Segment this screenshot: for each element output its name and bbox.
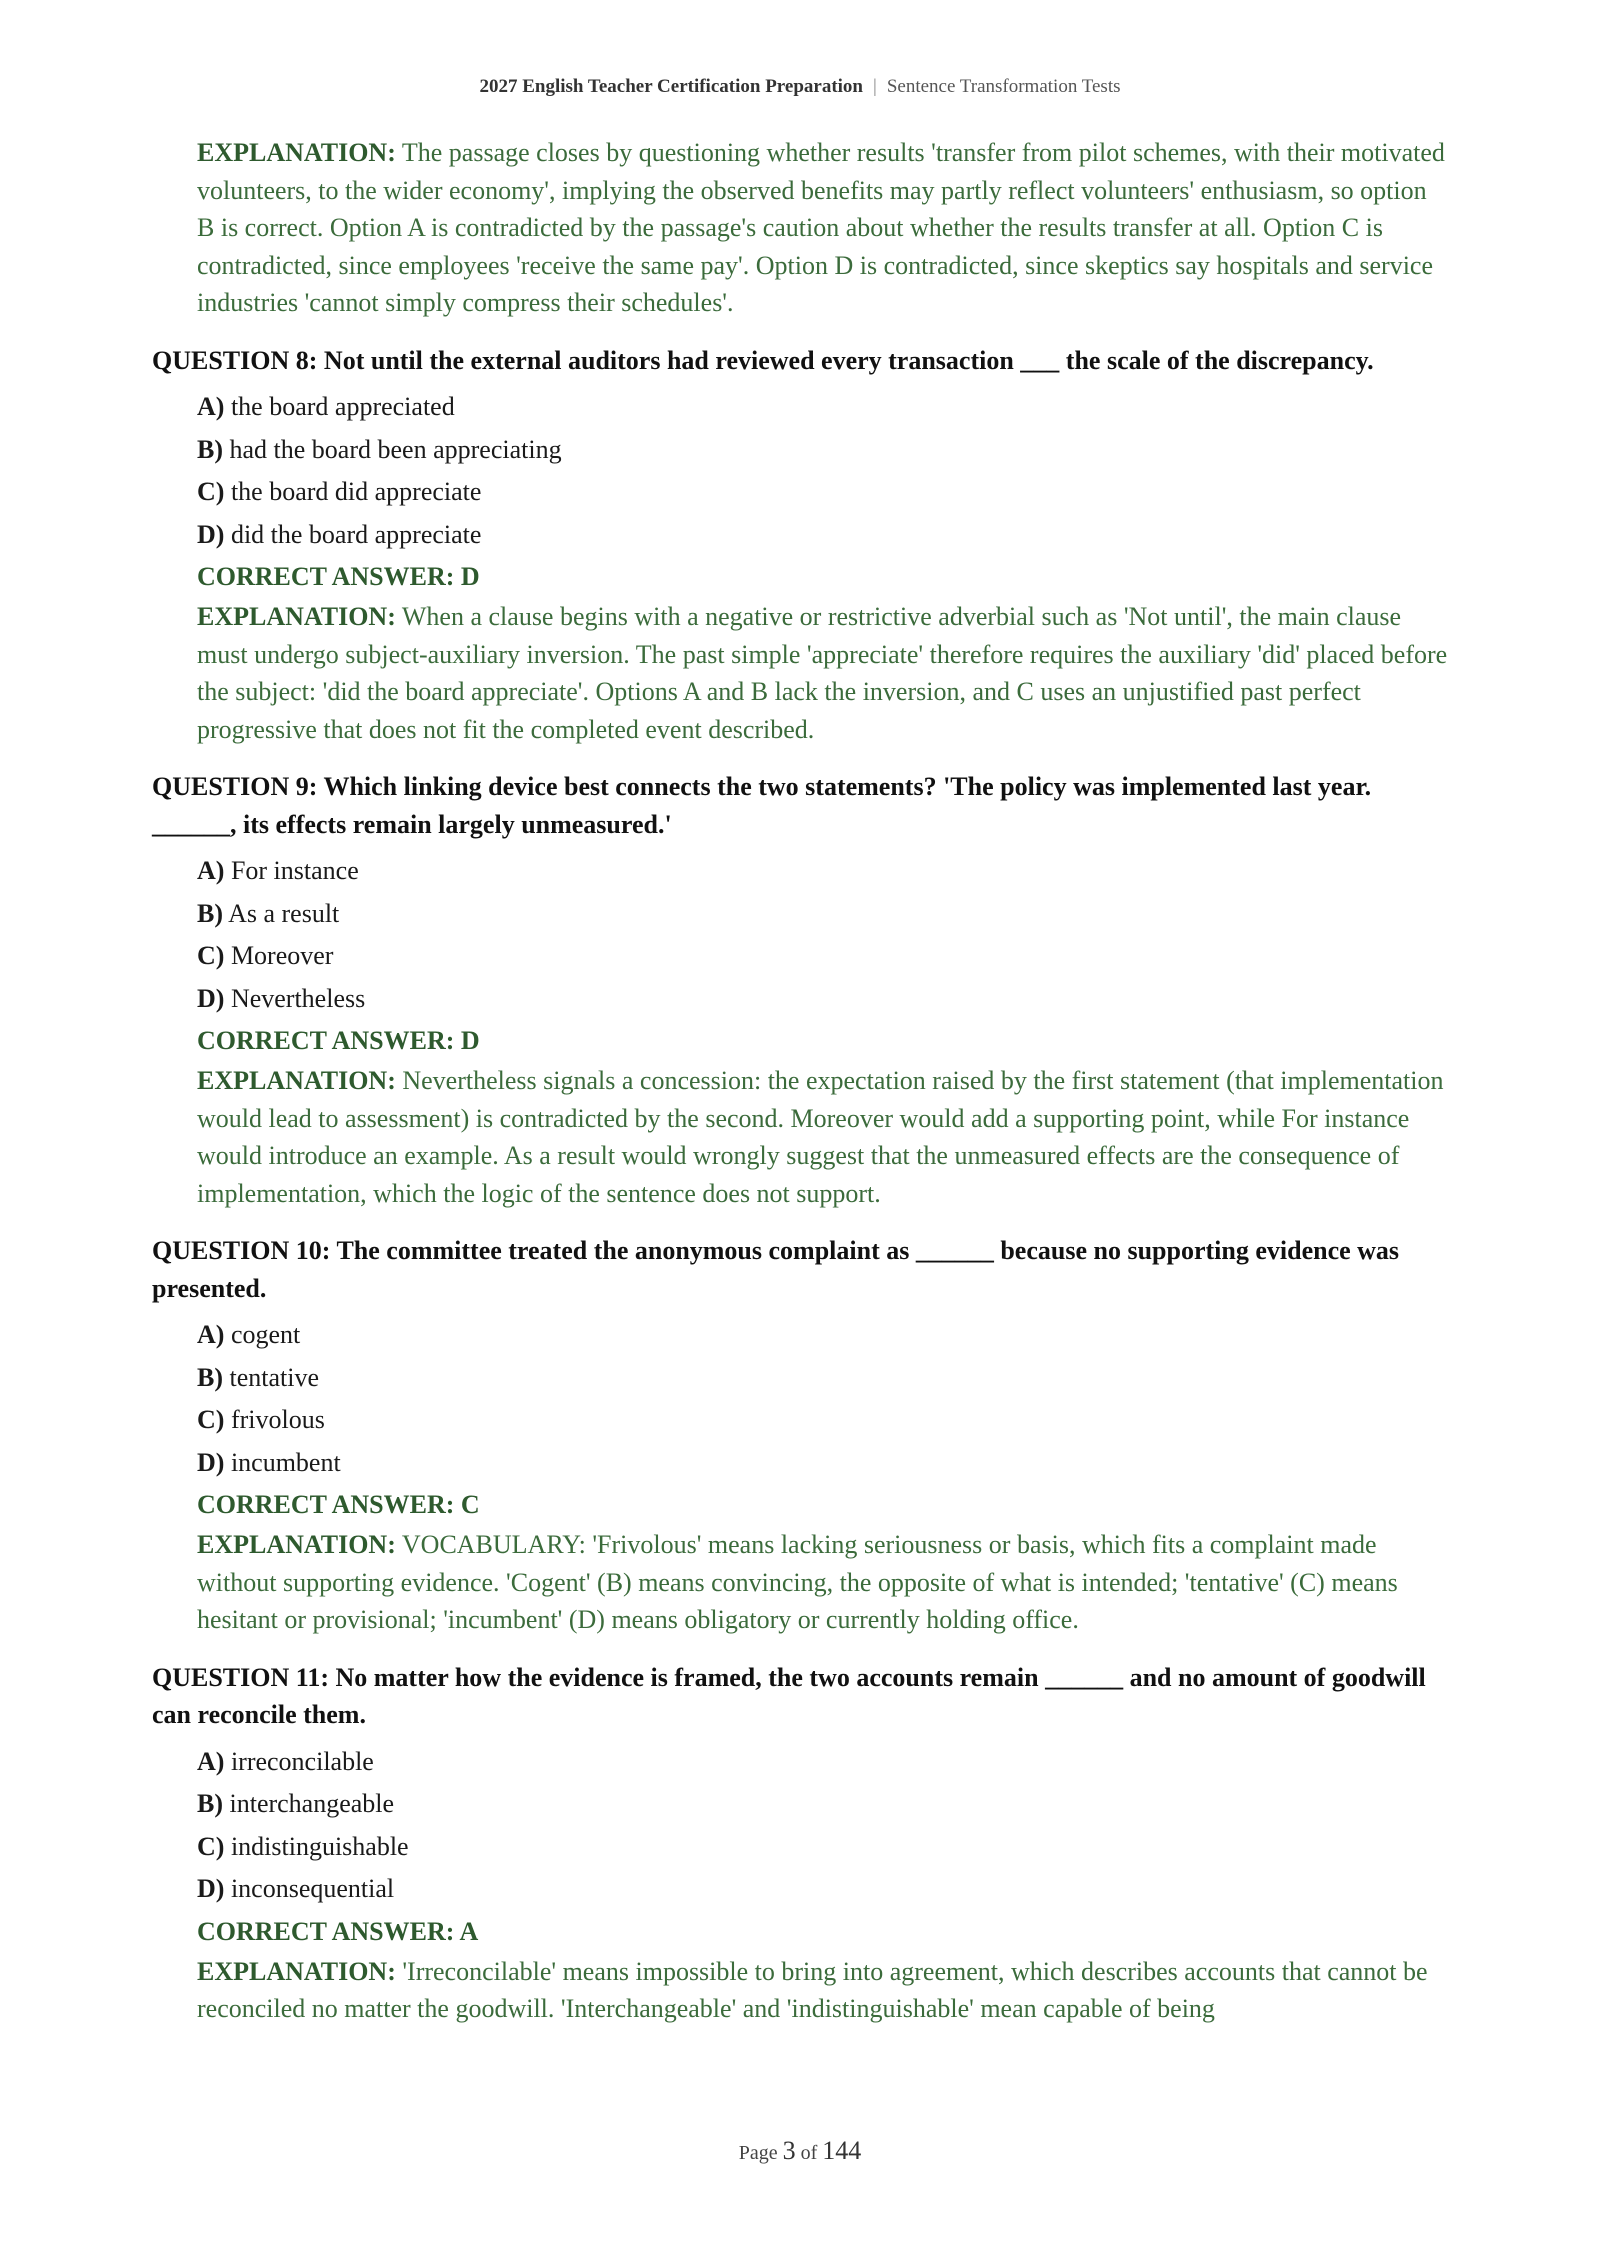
option-text: the board appreciated [224, 392, 455, 421]
option-c [197, 1399, 1448, 1442]
option-letter: D) [197, 519, 225, 549]
option-d [197, 1868, 1448, 1911]
question-8-explanation [197, 598, 1448, 748]
option-text: the board did appreciate [224, 477, 482, 506]
option-a [197, 386, 1448, 429]
option-letter: B) [197, 1789, 223, 1818]
explanation-text: VOCABULARY: 'Frivolous' means lacking seriousness or basis, which fits a complaint made without supporting evidence. 'Cogent' (B) means convincing, the opposite of what is intended; 'tentative' (C) means hesitant or provisional; 'incumbent' (D) means obligatory or currently holding office. [197, 1530, 1398, 1634]
question-11: QUESTION 11: No matter how the evidence is framed, the two accounts remain ______ and no amount of goodwill can reconcile them. [152, 1662, 1426, 1729]
option-text: As a result [223, 898, 340, 928]
option-text: did the board appreciate [224, 519, 482, 549]
option-c [197, 1826, 1448, 1869]
option-a [197, 1314, 1448, 1357]
explanation-text: When a clause begins with a negative or restrictive adverbial such as 'Not until', the main clause must undergo subject-auxiliary inversion. The past simple 'appreciate' therefore requires the auxiliary 'did' placed before the subject: 'did the board appreciate'. Options A and B lack the inversion, and C uses an unjustified past perfect progressive that does not fit the completed event described. [197, 602, 1448, 744]
option-letter: D) [197, 1874, 225, 1903]
question-10-explanation [197, 1526, 1448, 1639]
option-d [197, 978, 1448, 1021]
option-letter: D) [197, 1447, 225, 1477]
explanation-label: EXPLANATION: [197, 1530, 396, 1559]
option-d [197, 1442, 1448, 1485]
option-b [197, 429, 1448, 472]
option-letter: A) [197, 392, 225, 421]
explanation-text: Nevertheless signals a concession: the expectation raised by the first statement (that implementation would lead to assessment) is contradicted by the second. Moreover would add a supporting point, while For instance would introduce an example. As a result would wrongly suggest that the unmeasured effects are the consequence of implementation, which the logic of the sentence does not support. [197, 1066, 1444, 1208]
option-letter: B) [197, 898, 223, 928]
page-footer [0, 2136, 1600, 2166]
explanation-label: EXPLANATION: [197, 1956, 396, 1986]
option-text: had the board been appreciating [223, 434, 562, 464]
option-a [197, 850, 1448, 893]
question-11-explanation [197, 1953, 1448, 2028]
explanation-text: 'Irreconcilable' means impossible to bring into agreement, which describes accounts that cannot be reconciled no matter the goodwill. 'Interchangeable' and 'indistinguishable' mean capable of being [197, 1956, 1428, 2023]
header-title: 2027 English Teacher Certification Preparation [479, 76, 863, 97]
question-9-answer: CORRECT ANSWER: D [197, 1026, 480, 1055]
option-b [197, 893, 1448, 936]
question-9-explanation [197, 1062, 1448, 1212]
option-text: Moreover [224, 941, 334, 970]
option-letter: D) [197, 983, 225, 1013]
option-text: indistinguishable [224, 1831, 409, 1861]
option-letter: A) [197, 1320, 225, 1349]
question-11-answer: CORRECT ANSWER: A [197, 1916, 479, 1946]
option-d [197, 514, 1448, 557]
explanation-label: EXPLANATION: [197, 1066, 396, 1095]
explanation-label: EXPLANATION: [197, 138, 396, 167]
question-10-answer: CORRECT ANSWER: C [197, 1490, 480, 1519]
header-separator: | [873, 76, 877, 97]
option-text: cogent [224, 1320, 301, 1349]
question-10-options [197, 1314, 1448, 1484]
question-8: QUESTION 8: Not until the external auditors had reviewed every transaction ___ the scale of the discrepancy. [152, 345, 1374, 375]
option-letter: C) [197, 1831, 225, 1861]
option-letter: B) [197, 1362, 223, 1392]
option-c [197, 935, 1448, 978]
page-header [0, 76, 1600, 98]
option-b [197, 1783, 1448, 1826]
option-text: irreconcilable [224, 1746, 374, 1776]
question-8-answer: CORRECT ANSWER: D [197, 562, 480, 591]
question-9: QUESTION 9: Which linking device best connects the two statements? 'The policy was implemented last year. ______, its effects remain largely unmeasured.' [152, 772, 1372, 839]
option-text: Nevertheless [224, 983, 366, 1013]
option-text: For instance [224, 856, 359, 885]
footer-page-word: Page [738, 2142, 783, 2164]
option-text: incumbent [224, 1447, 341, 1477]
explanation-text: The passage closes by questioning whether results 'transfer from pilot schemes, with their motivated volunteers, to the wider economy', implying the observed benefits may partly reflect volunteers' enthusiasm, so option B is correct. Option A is contradicted by the passage's caution about whether the results transfer at all. Option C is contradicted, since employees 'receive the same pay'. Option D is contradicted, since skeptics say hospitals and service industries 'cannot simply compress their schedules'. [197, 138, 1445, 317]
question-10: QUESTION 10: The committee treated the anonymous complaint as ______ because no supporting evidence was presented. [152, 1236, 1400, 1303]
option-b [197, 1357, 1448, 1400]
footer-current-page: 3 [782, 2136, 796, 2165]
option-letter: C) [197, 941, 225, 970]
option-letter: A) [197, 1746, 225, 1776]
intro-explanation [197, 134, 1448, 322]
option-letter: B) [197, 434, 223, 464]
option-letter: C) [197, 477, 225, 506]
question-8-options [197, 386, 1448, 556]
footer-total-pages: 144 [822, 2136, 862, 2165]
option-text: tentative [223, 1362, 320, 1392]
footer-of-word: of [795, 2142, 823, 2164]
option-text: frivolous [224, 1405, 325, 1434]
explanation-label: EXPLANATION: [197, 602, 396, 631]
option-text: inconsequential [224, 1874, 395, 1903]
header-subtitle: Sentence Transformation Tests [886, 76, 1121, 97]
option-text: interchangeable [223, 1789, 395, 1818]
page-content [152, 134, 1448, 2028]
question-11-options [197, 1741, 1448, 1911]
option-letter: C) [197, 1405, 225, 1434]
option-letter: A) [197, 856, 225, 885]
option-c [197, 471, 1448, 514]
question-9-options [197, 850, 1448, 1020]
option-a [197, 1741, 1448, 1784]
